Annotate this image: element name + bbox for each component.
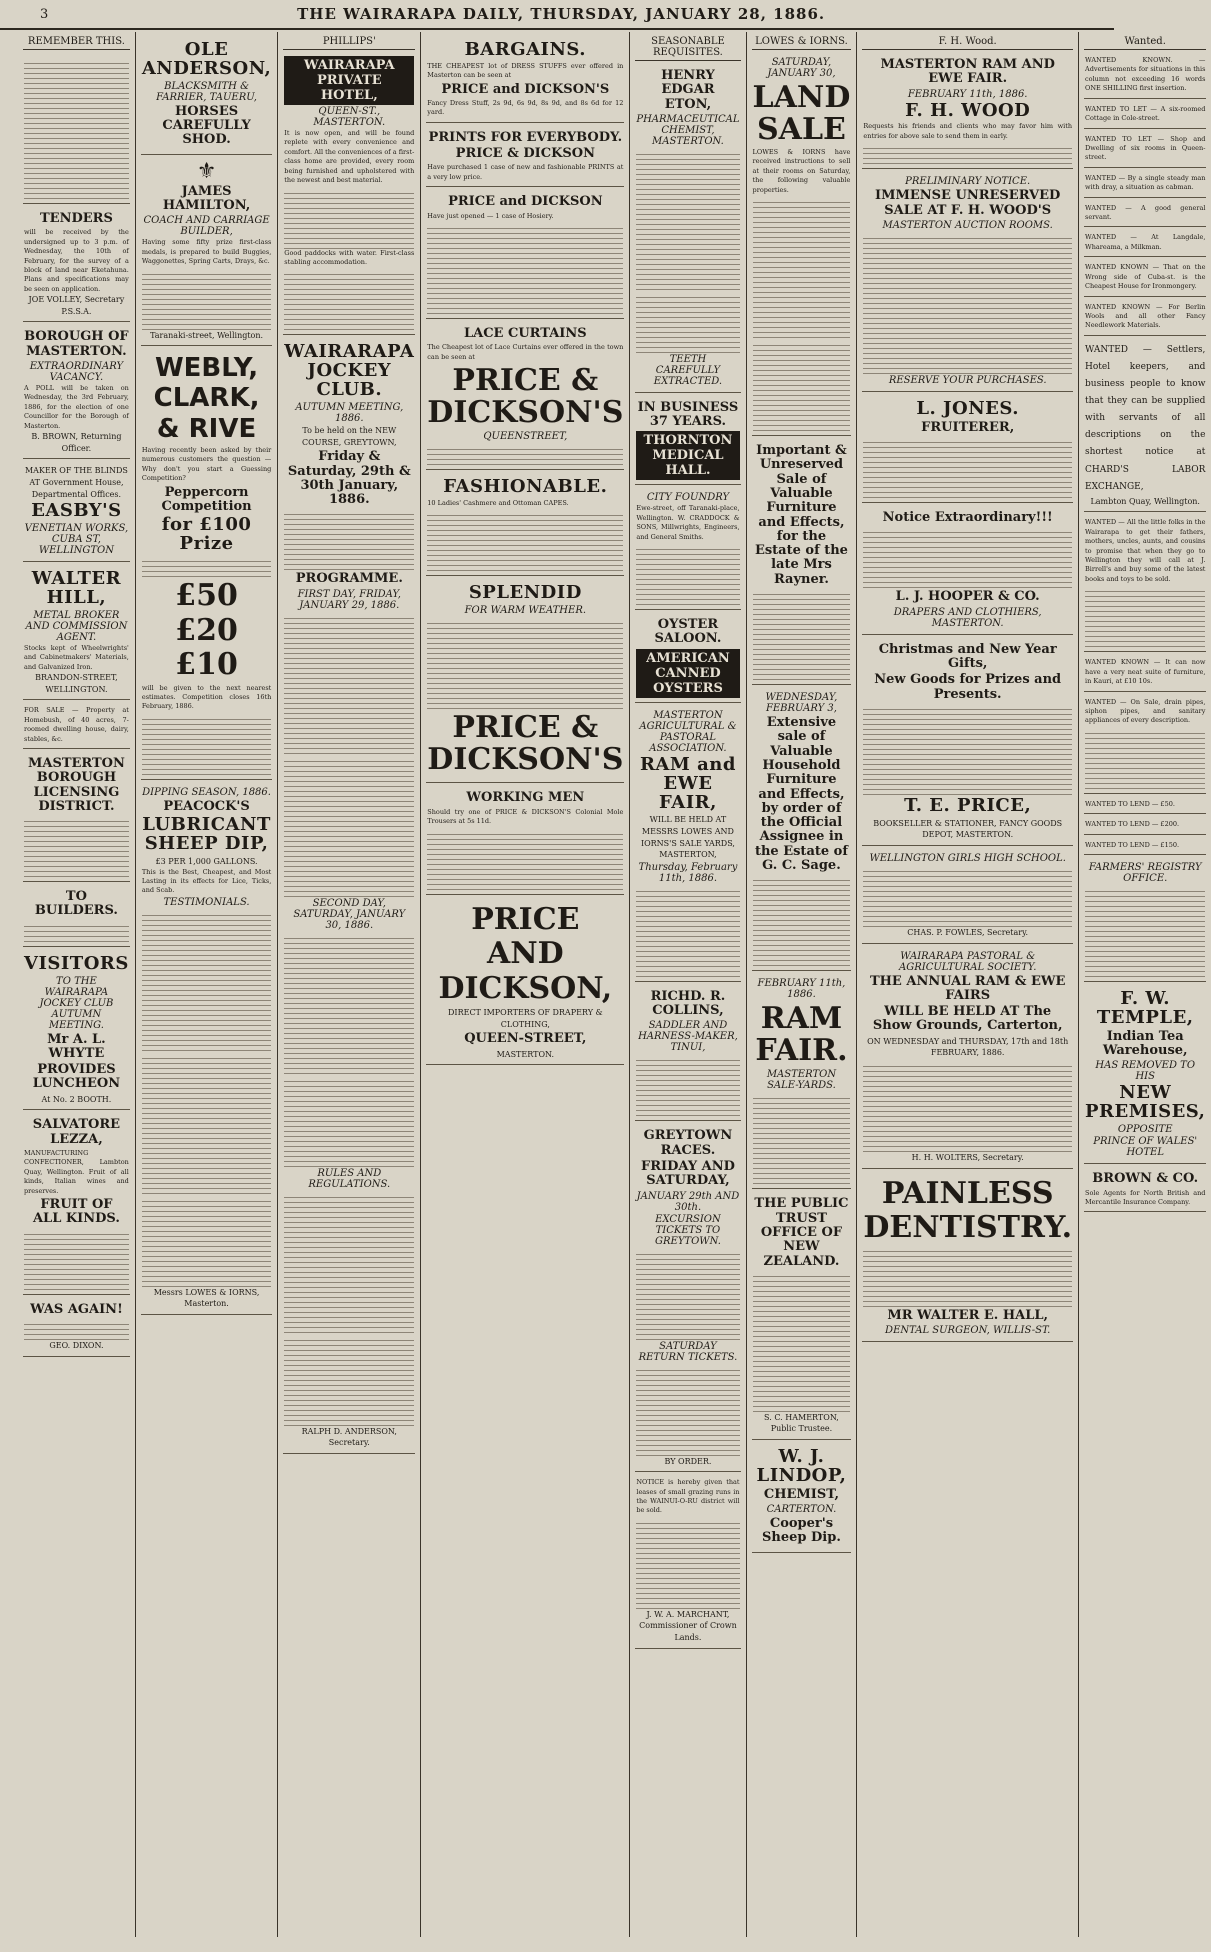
ad-builders: TO BUILDERS. <box>23 885 130 947</box>
ad-collins: RICHD. R. COLLINS, SADDLER AND HARNESS-MAKER, TINUI, <box>635 985 740 1122</box>
ad-lost-horse: WAS AGAIN! GEO. DIXON. <box>23 1298 130 1357</box>
ad-temple: F. W. TEMPLE, Indian Tea Warehouse, HAS REMOVED TO HIS NEW PREMISES, OPPOSITE PRINCE OF WALES' HOTEL <box>1084 985 1206 1164</box>
column-heading: REMEMBER THIS. <box>23 36 130 50</box>
ad-hosiery: PRICE and DICKSON Have just opened — 1 case of Hosiery. <box>426 190 624 319</box>
ad-wanted-8: WANTED KNOWN — For Berlin Wools and all other Fancy Needlework Materials. <box>1084 300 1206 336</box>
ad-heading: TENDERS <box>40 211 113 226</box>
ad-prints: PRINTS FOR EVERYBODY. PRICE & DICKSON Have purchased 1 case of new and fashionable PRINTS at a very low price. <box>426 126 624 187</box>
carriage-illustration: ⚜ <box>196 158 217 184</box>
ad-wanted-2: WANTED TO LET — A six-roomed Cottage in Cole-street. <box>1084 102 1206 129</box>
ad-wanted-14: WANTED TO LEND — £200. <box>1084 817 1206 834</box>
ad-wanted-15: WANTED TO LEND — £150. <box>1084 838 1206 855</box>
column-6: LOWES & IORNS. SATURDAY, JANUARY 30, LAND SALE LOWES & IORNS have received instructions to sell at their rooms on Saturday, the following valuable properties. Important & Unreserved Sale of Valuable Furniture and Effects, for the Estate of the late Mrs Rayner. WEDNESDAY, FEBRUARY 3, Extensive sale of Valuable Household Furniture and Effects, by order of the Official Assignee in the Estate of G. C. Sage. FEBRUARY 11th, 1886. RAM FAIR. MASTERTON SALE-YARDS. THE PUBLIC TRUST OFFICE OF NEW ZEALAND. S. C. HAMERTON, Public Trustee. W. J. LINDOP, CHEMIST, CARTERTON. Cooper's Sheep Dip. <box>747 32 858 1937</box>
ad-easby: MAKER OF THE BLINDS AT Government House, Departmental Offices. EASBY'S VENETIAN WORKS, CUBA ST, WELLINGTON <box>23 462 130 562</box>
ad-girls-school: WELLINGTON GIRLS HIGH SCHOOL. CHAS. P. FOWLES, Secretary. <box>862 849 1073 944</box>
ad-hamilton: ⚜ JAMES HAMILTON, COACH AND CARRIAGE BUILDER, Having some fifty prize first-class medals, is prepared to build Buggies, Waggonettes, Spring Carts, Drays, &c. Taranaki-street, Wellington. <box>141 158 272 346</box>
ad-wanted-11: WANTED KNOWN — It can now have a very neat suite of furniture, in Kauri, at £10 10s. <box>1084 655 1206 691</box>
ad-wanted-7: WANTED KNOWN — That on the Wrong side of Cuba-st. is the Cheapest House for Ironmongery. <box>1084 260 1206 296</box>
ad-wanted-5: WANTED — A good general servant. <box>1084 201 1206 228</box>
ad-greytown-races: GREYTOWN RACES. FRIDAY AND SATURDAY, JANUARY 29th AND 30th. EXCURSION TICKETS TO GREYTOWN. SATURDAY RETURN TICKETS. BY ORDER. <box>635 1124 740 1472</box>
ad-l-jones: L. JONES. FRUITERER, <box>862 395 1073 503</box>
ad-land-sale: SATURDAY, JANUARY 30, LAND SALE LOWES & IORNS have received instructions to sell at their rooms on Saturday, the following valuable properties. <box>752 53 852 436</box>
newspaper-title: THE WAIRARAPA DAILY, THURSDAY, JANUARY 28, 1886. <box>297 5 826 23</box>
ad-for-sale: FOR SALE — Property at Homebush, of 40 acres, 7-roomed dwelling house, dairy, stables, &c. <box>23 703 130 749</box>
ad-private-hotel: WAIRARAPA PRIVATE HOTEL, QUEEN-ST., MASTERTON. It is now open, and will be found replete with every convenience and comfort. All the conveniences of a first-class home are provided, every room being furnished and upholstered with the newest and best material. Good paddocks with water. First-class stabling accommodation. <box>283 53 415 335</box>
ad-preliminary: PRELIMINARY NOTICE. IMMENSE UNRESERVED SALE AT F. H. WOOD'S MASTERTON AUCTION ROOMS. RESERVE YOUR PURCHASES. <box>862 172 1073 392</box>
ad-foundry: CITY FOUNDRY Ewe-street, off Taranaki-place, Wellington. W. CRADDOCK & SONS, Millwrights, Engineers, and General Smiths. <box>635 488 740 610</box>
ad-tenders: TENDERS will be received by the undersigned up to 3 p.m. of Wednesday, the 10th of February, for the survey of a block of land near Eketahuna. Plans and specifications may be seen on application. JOE VOLLEY, Secretary P.S.S.A. <box>23 207 130 322</box>
ad-licensing: MASTERTON BOROUGH LICENSING DISTRICT. <box>23 752 130 882</box>
ad-labor-exchange: WANTED — Settlers, Hotel keepers, and business people to know that they can be supplied with servants of all descriptions on the shortest notice at CHARD'S LABOR EXCHANGE, Lambton Quay, Wellington. <box>1084 339 1206 512</box>
ad-lace: LACE CURTAINS The Cheapest lot of Lace Curtains ever offered in the town can be seen at PRICE & DICKSON'S QUEENSTREET, <box>426 322 624 470</box>
ad-lindop: W. J. LINDOP, CHEMIST, CARTERTON. Cooper's Sheep Dip. <box>752 1443 852 1553</box>
column-2 <box>136 32 278 1937</box>
ad-eton: HENRY EDGAR ETON, PHARMACEUTICAL CHEMIST, MASTERTON. TEETH CAREFULLY EXTRACTED. <box>635 64 740 393</box>
ad-public-trust: THE PUBLIC TRUST OFFICE OF NEW ZEALAND. S. C. HAMERTON, Public Trustee. <box>752 1192 852 1440</box>
column-3: PHILLIPS' WAIRARAPA PRIVATE HOTEL, QUEEN-ST., MASTERTON. It is now open, and will be found replete with every convenience and comfort. All the conveniences of a first-class home are provided, every room being furnished and upholstered with the newest and best material. Good paddocks with water. First-class stabling accommodation. WAIRARAPA JOCKEY CLUB. AUTUMN MEETING, 1886. To be held on the NEW COURSE, GREYTOWN, Friday & Saturday, 29th & 30th January, 1886. PROGRAMME. FIRST DAY, FRIDAY, JANUARY 29, 1886. SECOND DAY, SATURDAY, JANUARY 30, 1886. RULES AND REGULATIONS. RALPH D. ANDERSON, Secretary. <box>278 32 421 1937</box>
column-7: F. H. Wood. MASTERTON RAM AND EWE FAIR. FEBRUARY 11th, 1886. F. H. WOOD Requests his friends and clients who may favor him with entries for above sale to send them in early. PRELIMINARY NOTICE. IMMENSE UNRESERVED SALE AT F. H. WOOD'S MASTERTON AUCTION ROOMS. RESERVE YOUR PURCHASES. L. JONES. FRUITERER, Notice Extraordinary!!! L. J. HOOPER & CO. DRAPERS AND CLOTHIERS, MASTERTON. Christmas and New Year Gifts, New Goods for Prizes and Presents. T. E. PRICE, BOOKSELLER & STATIONER, FANCY GOODS DEPOT, MASTERTON. WELLINGTON GIRLS HIGH SCHOOL. CHAS. P. FOWLES, Secretary. WAIRARAPA PASTORAL & AGRICULTURAL SOCIETY. THE ANNUAL RAM & EWE FAIRS WILL BE HELD AT The Show Grounds, Carterton, ON WEDNESDAY and THURSDAY, 17th and 18th FEBRUARY, 1886. H. H. WOLTERS, Secretary. PAINLESS DENTISTRY. MR WALTER E. HALL, DENTAL SURGEON, WILLIS-ST. <box>857 32 1079 1937</box>
ad-lezza: SALVATORE LEZZA, MANUFACTURING CONFECTIONER, Lambton Quay, Wellington. Fruit of all kinds, Italian wines and preserves. FRUIT OF ALL KINDS. <box>23 1113 130 1294</box>
ad-visitors: VISITORS TO THE WAIRARAPA JOCKEY CLUB AUTUMN MEETING. Mr A. L. WHYTE PROVIDES LUNCHEON At No. 2 BOOTH. <box>23 950 130 1111</box>
ad-ram-fair-2: FEBRUARY 11th, 1886. RAM FAIR. MASTERTON SALE-YARDS. <box>752 974 852 1189</box>
ad-wanted-3: WANTED TO LET — Shop and Dwelling of six rooms in Queen-street. <box>1084 132 1206 168</box>
page-number: 3 <box>40 6 49 22</box>
ad-splendid: SPLENDID FOR WARM WEATHER. PRICE & DICKSON'S <box>426 579 624 783</box>
ad-sheep-dip: DIPPING SEASON, 1886. PEACOCK'S LUBRICANT SHEEP DIP, £3 PER 1,000 GALLONS. This is the Best, Cheapest, and Most Lasting in its effects for Lice, Ticks, and Scab. TESTIMONIALS. Messrs LOWES & IORNS, Masterton. <box>141 783 272 1315</box>
ad-price-dickson: PRICE AND DICKSON, DIRECT IMPORTERS OF DRAPERY & CLOTHING, QUEEN-STREET, MASTERTON. <box>426 898 624 1066</box>
ad-farmers-registry: FARMERS' REGISTRY OFFICE. <box>1084 858 1206 982</box>
ad-remember <box>23 53 130 204</box>
ad-ram-fair: MASTERTON AGRICULTURAL & PASTORAL ASSOCIATION. RAM and EWE FAIR, WILL BE HELD AT MESSRS LOWES AND IORNS'S SALE YARDS, MASTERTON, Thursday, February 11th, 1886. <box>635 706 740 982</box>
ad-christmas: Christmas and New Year Gifts, New Goods for Prizes and Presents. T. E. PRICE, BOOKSELLER & STATIONER, FANCY GOODS DEPOT, MASTERTON. <box>862 638 1073 846</box>
column-4 <box>421 32 630 1937</box>
ad-wanted-1: WANTED KNOWN. — Advertisements for situations in this column not exceeding 16 words ONE SHILLING first insertion. <box>1084 53 1206 99</box>
ad-wanted-4: WANTED — By a single steady man with dray, a situation as cabman. <box>1084 171 1206 198</box>
column-1 <box>18 32 136 1937</box>
ad-dentistry: PAINLESS DENTISTRY. MR WALTER E. HALL, DENTAL SURGEON, WILLIS-ST. <box>862 1172 1073 1342</box>
ad-webly-clark: WEBLY, CLARK, & RIVE Having recently been asked by their numerous customers the question — Why don't you start a Guessing Competition? Peppercorn Competition for £100 Prize £50 £20 £10 will be given to the next nearest estimates. Competition closes 16th February, 1886. <box>141 349 272 780</box>
ad-fh-wood: MASTERTON RAM AND EWE FAIR. FEBRUARY 11th, 1886. F. H. WOOD Requests his friends and clients who may favor him with entries for above sale to send them in early. <box>862 53 1073 169</box>
ad-agricultural: WAIRARAPA PASTORAL & AGRICULTURAL SOCIETY. THE ANNUAL RAM & EWE FAIRS WILL BE HELD AT The Show Grounds, Carterton, ON WEDNESDAY and THURSDAY, 17th and 18th FEBRUARY, 1886. H. H. WOLTERS, Secretary. <box>862 947 1073 1169</box>
ad-oyster: OYSTER SALOON. AMERICAN CANNED OYSTERS <box>635 613 740 703</box>
ad-wanted-6: WANTED — At Langdale, Whareama, a Milkman. <box>1084 230 1206 257</box>
ad-fashionable: FASHIONABLE. 10 Ladies' Cashmere and Ottoman CAPES. <box>426 473 624 576</box>
ad-crown-lands: NOTICE is hereby given that leases of small grazing runs in the WAINUI-O-RU district will be sold. J. W. A. MARCHANT, Commissioner of Crown Lands. <box>635 1475 740 1648</box>
ad-wanted-12: WANTED — On Sale, drain pipes, siphon pipes, and sanitary appliances of every description. <box>1084 695 1206 794</box>
ad-wanted-13: WANTED TO LEND — £50. <box>1084 797 1206 814</box>
masthead <box>0 0 1114 30</box>
ad-bargains: BARGAINS. THE CHEAPEST lot of DRESS STUFFS ever offered in Masterton can be seen at PRICE and DICKSON'S Fancy Dress Stuff, 2s 9d, 6s 9d, 8s 9d, and 8s 6d for 12 yard. <box>426 36 624 123</box>
ad-thornton: IN BUSINESS 37 YEARS. THORNTON MEDICAL HALL. <box>635 396 740 486</box>
column-8: Wanted. WANTED KNOWN. — Advertisements for situations in this column not exceeding 16 words ONE SHILLING first insertion. WANTED TO LET — A six-roomed Cottage in Cole-street. WANTED TO LET — Shop and Dwelling of six rooms in Queen-street. WANTED — By a single steady man with dray, a situation as cabman. WANTED — A good general servant. WANTED — At Langdale, Whareama, a Milkman. WANTED KNOWN — That on the Wrong side of Cuba-st. is the Cheapest House for Ironmongery. WANTED KNOWN — For Berlin Wools and all other Fancy Needlework Materials. WANTED — Settlers, Hotel keepers, and business people to know that they can be supplied with servants of all descriptions on the shortest notice at CHARD'S LABOR EXCHANGE, Lambton Quay, Wellington. WANTED — All the little folks in the Wairarapa to get their fathers, mothers, uncles, aunts, and cousins to promise that when they go to Wellington they will call at J. Birrell's and buy some of the latest books and toys to be sold. WANTED KNOWN — It can now have a very neat suite of furniture, in Kauri, at £10 10s. WANTED — On Sale, drain pipes, siphon pipes, and sanitary appliances of every description. WANTED TO LEND — £50. WANTED TO LEND — £200. WANTED TO LEND — £150. FARMERS' REGISTRY OFFICE. F. W. TEMPLE, Indian Tea Warehouse, HAS REMOVED TO HIS NEW PREMISES, OPPOSITE PRINCE OF WALES' HOTEL BROWN & CO. Sole Agents for North British and Mercantile Insurance Company. <box>1079 32 1211 1937</box>
ad-jockey-club: WAIRARAPA JOCKEY CLUB. AUTUMN MEETING, 1886. To be held on the NEW COURSE, GREYTOWN, Friday & Saturday, 29th & 30th January, 1886. PROGRAMME. FIRST DAY, FRIDAY, JANUARY 29, 1886. SECOND DAY, SATURDAY, JANUARY 30, 1886. RULES AND REGULATIONS. RALPH D. ANDERSON, Secretary. <box>283 338 415 1454</box>
ad-walter-hill: WALTER HILL, METAL BROKER AND COMMISSION AGENT. Stocks kept of Wheelwrights' and Cabinetmakers' Materials, and Galvanized Iron. BRANDON-STREET, WELLINGTON. <box>23 565 130 700</box>
ad-borough: BOROUGH OF MASTERTON. EXTRAORDINARY VACANCY. A POLL will be taken on Wednesday, the 3rd February, 1886, for the election of one Councillor for the Borough of Masterton. B. BROWN, Returning Officer. <box>23 325 130 459</box>
ad-sage-estate: WEDNESDAY, FEBRUARY 3, Extensive sale of Valuable Household Furniture and Effects, by order of the Official Assignee in the Estate of G. C. Sage. <box>752 688 852 971</box>
ad-rayner-estate: Important & Unreserved Sale of Valuable Furniture and Effects, for the Estate of the late Mrs Rayner. <box>752 439 852 685</box>
ad-brown: BROWN & CO. Sole Agents for North British and Mercantile Insurance Company. <box>1084 1167 1206 1212</box>
ad-wanted-10: WANTED — All the little folks in the Wairarapa to get their fathers, mothers, uncles, aunts, and cousins to promise that when they go to Wellington they will call at J. Birrell's and buy some of the latest books and toys to be sold. <box>1084 515 1206 652</box>
column-5: SEASONABLE REQUISITES. HENRY EDGAR ETON, PHARMACEUTICAL CHEMIST, MASTERTON. TEETH CAREFULLY EXTRACTED. IN BUSINESS 37 YEARS. THORNTON MEDICAL HALL. CITY FOUNDRY Ewe-street, off Taranaki-place, Wellington. W. CRADDOCK & SONS, Millwrights, Engineers, and General Smiths. OYSTER SALOON. AMERICAN CANNED OYSTERS MASTERTON AGRICULTURAL & PASTORAL ASSOCIATION. RAM and EWE FAIR, WILL BE HELD AT MESSRS LOWES AND IORNS'S SALE YARDS, MASTERTON, Thursday, February 11th, 1886. RICHD. R. COLLINS, SADDLER AND HARNESS-MAKER, TINUI, GREYTOWN RACES. FRIDAY AND SATURDAY, JANUARY 29th AND 30th. EXCURSION TICKETS TO GREYTOWN. SATURDAY RETURN TICKETS. BY ORDER. NOTICE is hereby given that leases of small grazing runs in the WAINUI-O-RU district will be sold. J. W. A. MARCHANT, Commissioner of Crown Lands. <box>630 32 746 1937</box>
ad-hooper: Notice Extraordinary!!! L. J. HOOPER & CO. DRAPERS AND CLOTHIERS, MASTERTON. <box>862 506 1073 635</box>
ad-working-men: WORKING MEN Should try one of PRICE & DICKSON'S Colonial Mole Trousers at 5s 11d. <box>426 786 624 894</box>
ad-ole-anderson: OLE ANDERSON, BLACKSMITH & FARRIER, TAUERU, HORSES CAREFULLY SHOD. <box>141 36 272 155</box>
